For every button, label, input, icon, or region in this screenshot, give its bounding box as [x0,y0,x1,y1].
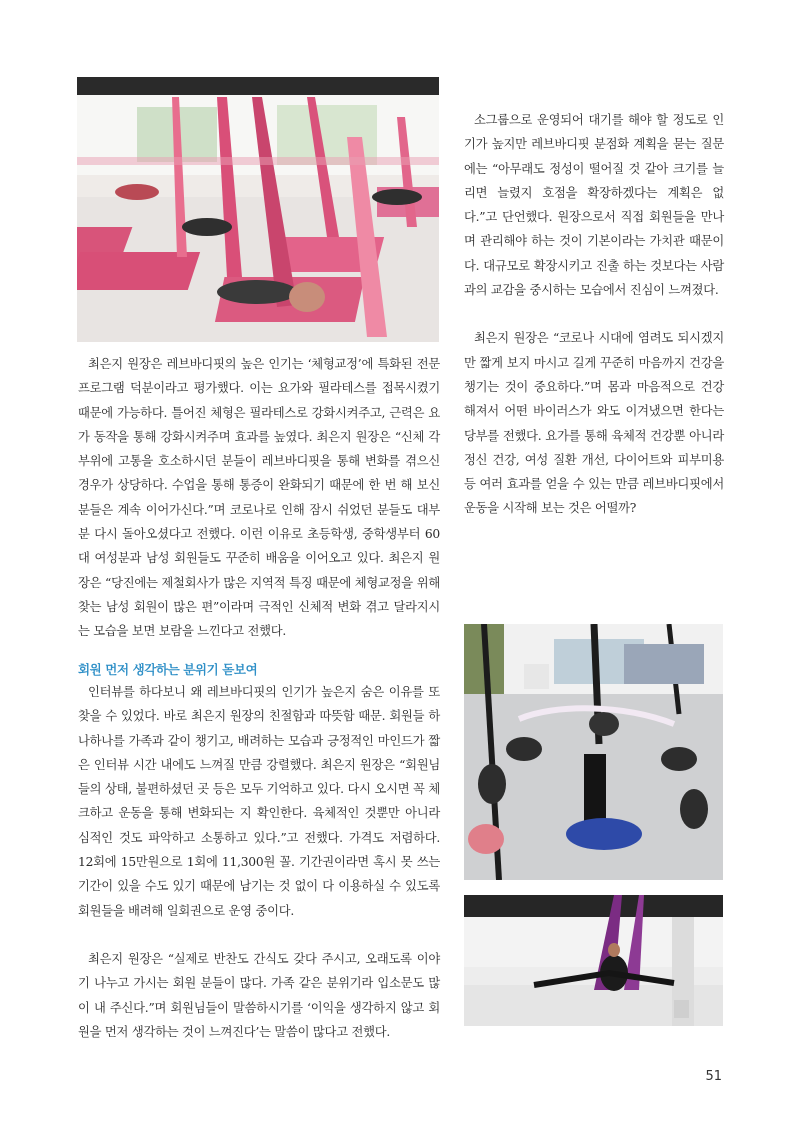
left-column [78,352,440,644]
photo-split-pose [464,895,723,1026]
page-number: 51 [705,1069,722,1084]
right-paragraph-1: 소그룹으로 운영되어 대기를 해야 할 정도로 인기가 높지만 레브바디핏 분점화 계획을 묻는 질문에는 “아무래도 정성이 떨어질 것 같아 크기를 늘리면 늘렸지 호점을 확장하겠다는 계획은 없다.”고 단언했다. 원장으로서 직접 회원들을 만나며 관리해야 하는 것이 기본이라는 가치관 때문이다. 대규모로 확장시키고 진출 하는 것보다는 사람과의 교감을 중시하는 모습에서 진심이 느껴졌다. [464,113,724,298]
left-paragraph-1: 최은지 원장은 레브바디핏의 높은 인기는 ‘체형교정’에 특화된 전문 프로그램 덕분이라고 평가했다. 이는 요가와 필라테스를 접목시켰기 때문에 가능하다. 틀어진 체형은 필라테스로 강화시켜주고, 근력은 요가 동작을 통해 강화시켜주며 효과를 높였다. 최은지 원장은 “신체 각 부위에 고통을 호소하시던 분들이 레브바디핏을 통해 변화를 겪으신 경우가 상당하다. 수업을 통해 통증이 완화되기 때문에 한 번 해 보신 분들은 계속 이어가신다.”며 코로나로 인해 잠시 쉬었던 분들도 대부분 다시 돌아오셨다고 전했다. 이런 이유로 초등학생, 중학생부터 60대 여성분과 남성 회원들도 꾸준히 배움을 이어오고 있다. 최은지 원장은 “당진에는 제철회사가 많은 지역적 특징 때문에 체형교정을 위해 찾는 남성 회원이 많은 편”이라며 극적인 신체적 변화 겪고 달라지시는 모습을 보면 보람을 느낀다고 전했다. [78,357,440,639]
left-paragraph-3: 최은지 원장은 “실제로 반찬도 간식도 갖다 주시고, 오래도록 이야기 나누고 가시는 회원 분들이 많다. 가족 같은 분위기라 입소문도 많이 내 주신다.”며 회원님들이 말씀하시기를 ‘이익을 생각하지 않고 회원을 먼저 생각하는 것이 느껴진다’는 말씀이 많다고 전했다. [78,951,440,1039]
aerial-yoga-split-photo-icon [464,895,723,1026]
aerial-yoga-class-photo-icon [77,77,439,342]
left-paragraph-2: 인터뷰를 하다보니 왜 레브바디핏의 인기가 높은지 숨은 이유를 또 찾을 수 있었다. 바로 최은지 원장의 친절함과 따뜻함 때문. 회원들 하나하나를 가족과 같이 챙기고, 배려하는 모습과 긍정적인 마인드가 짧은 인터뷰 시간 내에도 느껴질 만큼 강렬했다. 최은지 원장은 “회원님들의 상태, 불편하셨던 곳 등은 모두 기억하고 있다. 다시 오시면 꼭 체크하고 운동을 통해 변화되는 지 확인한다. 육체적인 것뿐만 아니라 심적인 것도 파악하고 소통하고 있다.”고 전했다. 가격도 저렴하다. 12회에 15만원으로 1회에 11,300원 꼴. 기간권이라면 혹시 못 쓰는 기간이 있을 수도 있기 때문에 남기는 것 없이 다 이용하실 수 있도록 회원들을 배려해 일회권으로 운영 중이다. [78,685,440,918]
right-column [464,108,724,521]
photo-circle-formation [464,624,723,880]
section-heading: 회원 먼저 생각하는 분위기 돋보여 [78,662,258,677]
right-paragraph-2: 최은지 원장은 “코로나 시대에 염려도 되시겠지만 짧게 보지 마시고 길게 꾸준히 마음까지 건강을 챙기는 것이 중요하다.”며 몸과 마음적으로 건강해져서 어떤 바이러스가 와도 이겨냈으면 한다는 당부를 전했다. 요가를 통해 육체적 건강뿐 아니라 정신 건강, 여성 질환 개선, 다이어트와 피부미용 등 여러 효과를 얻을 수 있는 만큼 레브바디핏에서 운동을 시작해 보는 것은 어떨까? [464,331,724,516]
left-column-lower [78,680,440,1044]
aerial-yoga-circle-photo-icon [464,624,723,880]
photo-yoga-class-hammocks [77,77,439,342]
